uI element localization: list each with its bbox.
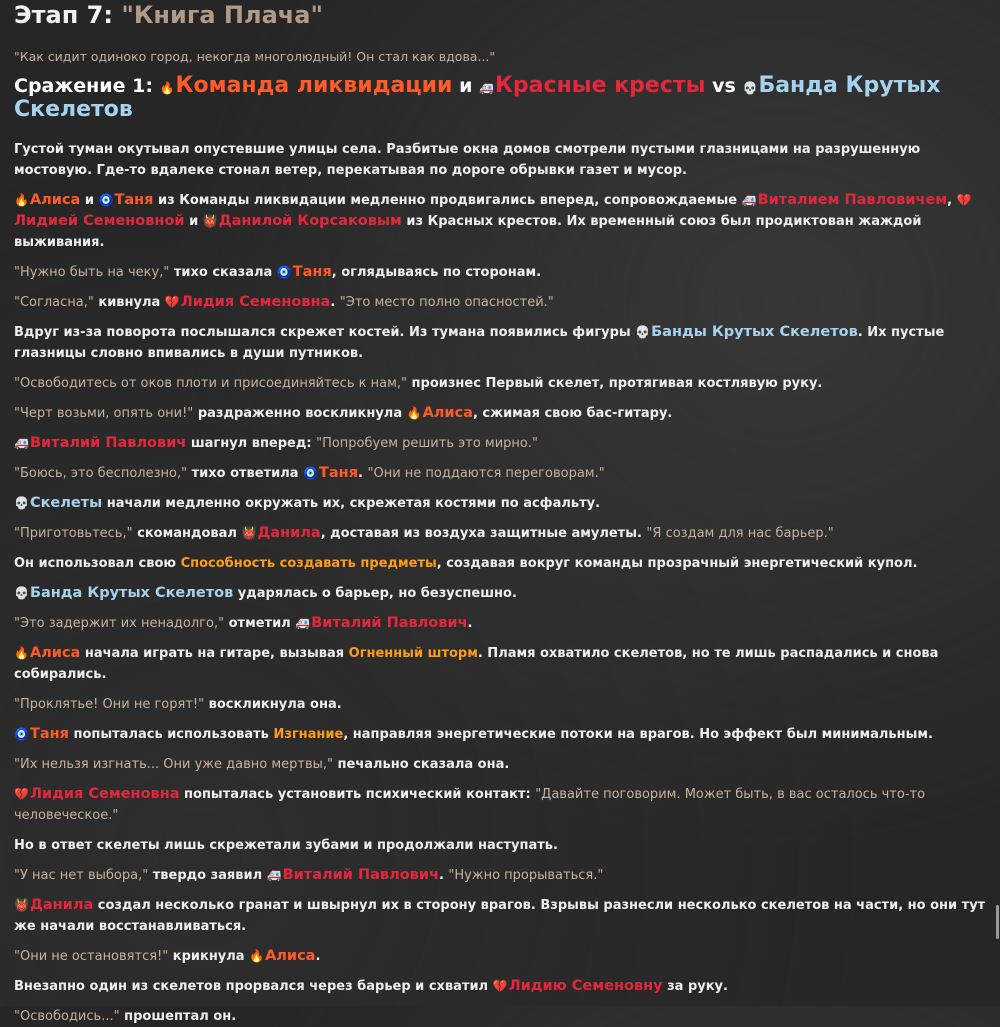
text: воскликнула она. [204,697,342,712]
text: . [467,616,473,631]
quote: "У нас нет выбора," [14,868,149,883]
text: начали медленно окружать их, скрежетая костями по асфальту. [102,496,601,511]
quote: "Я создам для нас барьер." [646,526,834,541]
text: из Команды ликвидации медленно продвигались вперед, сопровождаемые [153,193,742,208]
text: . [358,466,368,481]
character-name: Виталий Павлович [29,435,187,451]
paragraph [14,463,986,484]
paragraph [14,523,986,544]
quote: "Проклятье! Они не горят!" [14,697,205,712]
paragraph [14,1006,986,1027]
eye-icon: 🧿 [14,727,29,741]
quote: "Нужно быть на чеку," [14,265,170,280]
skull-icon: 💀 [742,81,758,95]
text: отметил [224,616,296,631]
text: печально сказала она. [333,757,510,772]
paragraph [14,433,986,454]
paragraph [14,292,986,313]
quote: "Освободитесь от оков плоти и присоединяйтесь к нам," [14,376,407,391]
character-name: Лидией Семеновной [14,213,185,229]
paragraph [14,895,986,937]
text: Внезапно один из скелетов прорвался через барьер и схватил [14,979,493,994]
scrollbar-thumb[interactable] [996,905,999,939]
eye-icon: 🧿 [98,193,114,207]
character-name: Виталием Павловичем [757,192,948,208]
paragraph [14,322,986,364]
text: Вдруг из-за поворота послышался скрежет костей. Из тумана появились фигуры [14,325,636,340]
character-name: Алиса [29,645,81,661]
text: ударялась о барьер, но безуспешно. [233,586,517,601]
skull-icon: 💀 [14,586,29,600]
fire-icon: 🔥 [159,81,175,95]
quote: "Их нельзя изгнать... Они уже давно мертвы," [14,757,334,772]
character-name: Данила [29,897,94,913]
eye-icon: 🧿 [303,466,318,480]
battle-heading [14,75,986,121]
text: из Красных крестов. Их временный союз был продиктован жаждой выживания. [14,214,922,250]
text: , создавая вокруг команды прозрачный энергетический купол. [436,556,918,571]
paragraph: Густой туман окутывал опустевшие улицы села. Разбитые окна домов смотрели пустыми глазницами на разрушенную мостовую. Где-то вдалеке стонал ветер, перекатывая по дороге обрывки газет и мусор. [14,142,921,178]
character-name: Виталий Павлович [311,615,468,631]
paragraph [14,613,986,634]
quote: "Нужно прорываться." [448,868,604,883]
quote: "Приготовьтесь," [14,526,133,541]
quote: "Согласна," [14,295,94,310]
quote: "Это место полно опасностей." [339,295,554,310]
text: попыталась установить психический контакт: [179,787,536,802]
text: за руку. [662,979,728,994]
text: попыталась использовать [68,727,274,742]
eye-icon: 🧿 [276,265,292,279]
mask-icon: 👹 [14,898,29,912]
text: , направляя энергетические потоки на врагов. Но эффект был минимальным. [343,727,933,742]
heart-icon: 💔 [492,979,508,993]
text: . Их пустые глазницы словно впивались в души путников. [14,325,945,361]
paragraph [14,724,986,745]
paragraph [14,403,986,424]
stage-heading [14,0,986,32]
character-name: Лидию Семеновну [508,978,663,994]
ambulance-icon: 🚑 [266,868,282,882]
text: , [947,193,957,208]
text: . [438,868,449,883]
text: прошептал он. [119,1009,237,1024]
battle-label: Сражение 1: [14,75,160,97]
text: Он использовал свою [14,556,181,571]
character-name: Таня [292,264,332,280]
heart-icon: 💔 [14,787,29,801]
ambulance-icon: 🚑 [14,436,29,450]
quote: "Боюсь, это бесполезно," [14,466,188,481]
character-name: Банда Крутых Скелетов [29,585,234,601]
paragraph [14,946,986,967]
text: и [184,214,203,229]
skull-icon: 💀 [635,325,651,339]
ambulance-icon: 🚑 [295,616,311,630]
text: . [330,295,340,310]
text: создал несколько гранат и швырнул их в сторону врагов. Взрывы разнесли несколько скелетов на части, но они тут же начали восстанавливаться. [14,898,986,934]
ambulance-icon: 🚑 [741,193,757,207]
stage-book-title: "Книга Плача" [121,1,323,29]
text: , доставая из воздуха защитные амулеты. [320,526,647,541]
character-name: Данилой Корсаковым [218,213,402,229]
quote: "Это задержит их ненадолго," [14,616,225,631]
quote: "Давайте поговорим. Может быть, в вас осталось что-то человеческое." [14,787,926,823]
character-name: Данила [257,525,321,541]
text: тихо сказала [169,265,277,280]
paragraph [14,865,986,886]
character-name: Алиса [265,948,316,964]
text: твердо заявил [148,868,267,883]
paragraph [14,643,986,685]
paragraph [14,190,986,253]
and-word: и [452,75,479,97]
heart-icon: 💔 [956,193,972,207]
paragraph [14,976,986,997]
paragraph [14,373,986,394]
fire-icon: 🔥 [406,406,422,420]
text: . Пламя охватило скелетов, но те лишь распадались и снова собирались. [14,646,939,682]
stage-prefix: Этап 7: [14,1,122,29]
character-name: Банды Крутых Скелетов [651,324,858,340]
fire-icon: 🔥 [14,193,29,207]
paragraph [14,754,986,775]
paragraph [14,583,986,604]
character-name: Лидия Семеновна [180,294,331,310]
text: произнес Первый скелет, протягивая костлявую руку. [407,376,823,391]
quote: "Черт возьми, опять они!" [14,406,194,421]
character-name: Алиса [422,405,473,421]
ability-name: Огненный шторм [348,646,478,661]
paragraph [14,553,986,574]
paragraph [14,493,986,514]
text: . [315,949,321,964]
text: кивнула [93,295,165,310]
paragraph [14,784,986,826]
paragraph [14,262,986,283]
character-name: Виталий Павлович [282,867,439,883]
text: и [80,193,99,208]
team-red-cross: Красные кресты [494,73,706,98]
character-name: Таня [114,192,154,208]
quote: "Они не поддаются переговорам." [367,466,605,481]
character-name: Лидия Семеновна [29,786,180,802]
team-skeletons: Банда Крутых Скелетов [14,73,941,122]
paragraph [14,694,986,715]
text: начала играть на гитаре, вызывая [80,646,349,661]
text: тихо ответила [187,466,304,481]
team-liquidation: Команда ликвидации [175,73,453,98]
text: шагнул вперед: [186,436,317,451]
skull-icon: 💀 [14,496,29,510]
paragraph: Но в ответ скелеты лишь скрежетали зубами и продолжали наступать. [14,838,558,853]
mask-icon: 👹 [202,214,218,228]
fire-icon: 🔥 [249,949,265,963]
fire-icon: 🔥 [14,646,29,660]
character-name: Скелеты [29,495,103,511]
quote: "Попробуем решить это мирно." [316,436,538,451]
ability-name: Изгнание [273,727,344,742]
mask-icon: 👹 [241,526,257,540]
ability-name: Способность создавать предметы [180,556,437,571]
quote: "Они не остановятся!" [14,949,169,964]
vs-word: vs [705,75,743,97]
ambulance-icon: 🚑 [479,81,494,95]
epigraph: "Как сидит одиноко город, некогда многолюдный! Он стал как вдова..." [14,49,496,64]
character-name: Таня [29,726,69,742]
text: раздраженно воскликнула [193,406,407,421]
character-name: Алиса [29,192,81,208]
text: , сжимая свою бас-гитару. [472,406,673,421]
quote: "Освободись..." [14,1009,120,1024]
text: скомандовал [132,526,242,541]
text: крикнула [168,949,250,964]
character-name: Таня [319,465,359,481]
heart-icon: 💔 [164,295,180,309]
text: , оглядываясь по сторонам. [331,265,542,280]
